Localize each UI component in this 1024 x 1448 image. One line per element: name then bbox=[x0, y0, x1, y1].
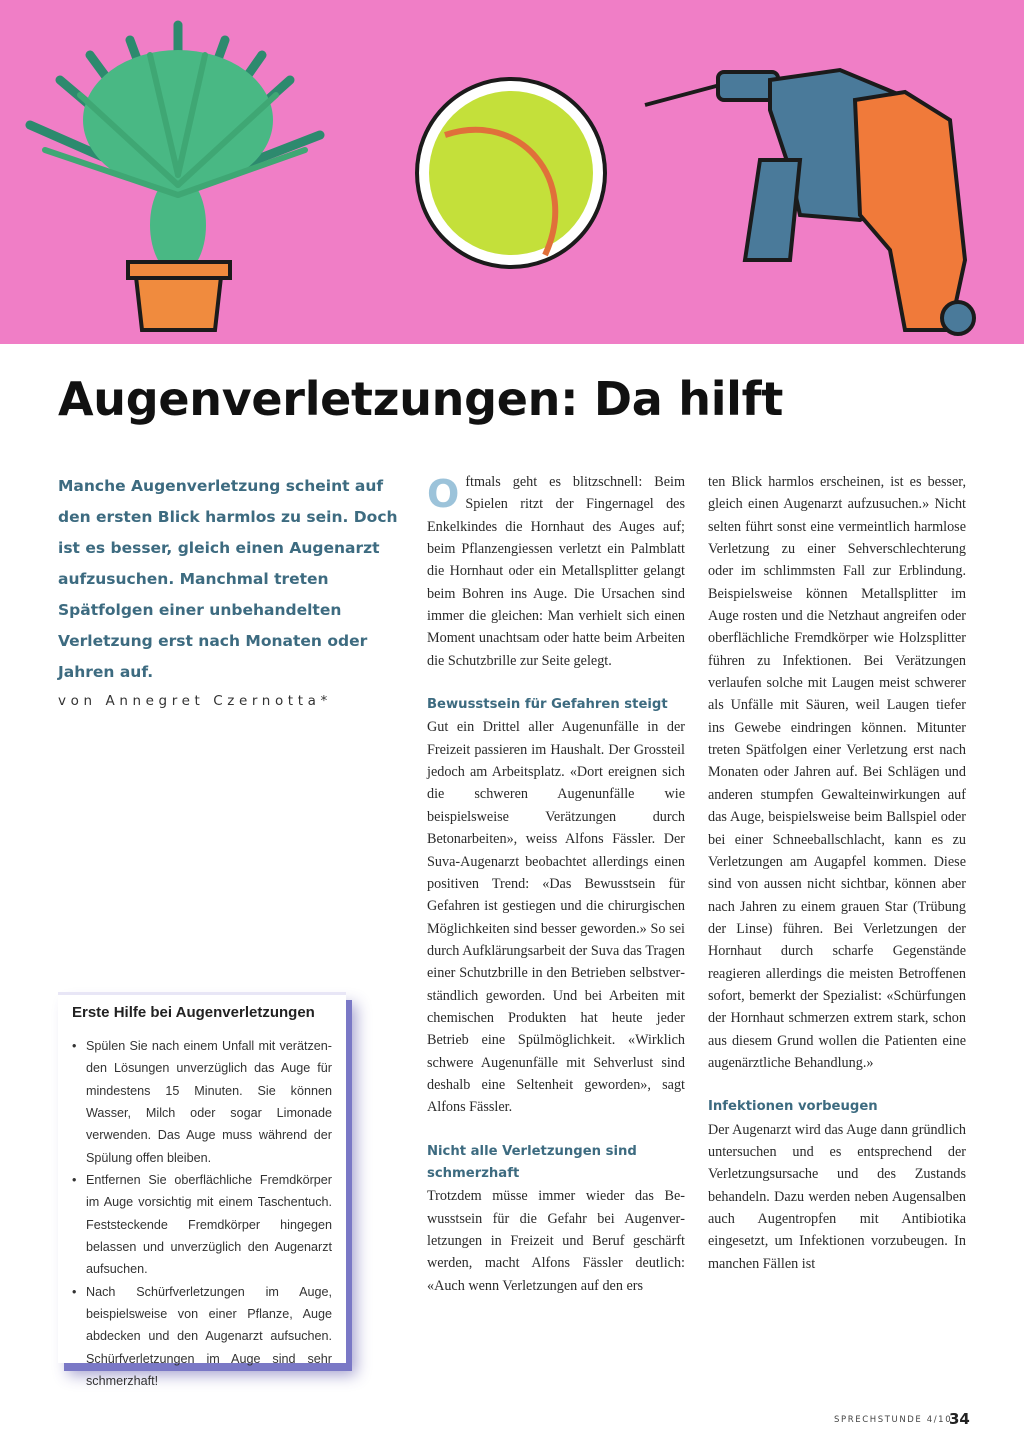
section-heading: Bewusstsein für Gefahren steigt bbox=[427, 697, 668, 713]
drill-icon bbox=[645, 70, 974, 334]
hero-illustration bbox=[0, 0, 1024, 344]
first-aid-item: • Nach Schürfverletzungen im Auge, beispielsweise von einer Pflanze, Auge abdecken und den Augenarzt aufsuchen. Schürfverletzungen im Auge sind sehr schmerzhaft! bbox=[72, 1281, 332, 1393]
section-heading: Infektionen vorbeugen bbox=[708, 1099, 878, 1115]
article-title: Augenverletzungen: Da hilft bbox=[58, 372, 784, 426]
drop-cap: O bbox=[427, 472, 460, 516]
article-column-2 bbox=[708, 471, 966, 1275]
article-column-1 bbox=[427, 471, 685, 1297]
plant-icon bbox=[30, 25, 320, 330]
first-aid-item: • Entfernen Sie oberflächliche Fremdkörper im Auge vorsichtig mit einem Taschentuch. Feststeckende Fremdkörper hingegen belassen und unverzüglich den Augenarzt aufsuchen. bbox=[72, 1169, 332, 1281]
article-paragraph: ten Blick harmlos erscheinen, ist es besser, gleich einen Augenarzt aufzusuchen.» Nicht selten führt sonst eine vermeintlich harmlose Verletzung zu einer Sehverschlechterung oder im schlimmsten Fall zur Erblindung. Beispielsweise können Metallsplitter im Auge rosten und die Netzhaut angreifen oder oberflächliche Fremdkörper wie Holzsplitter führen zu Infektionen. Bei Verätzungen verlaufen solche mit Laugen meist schwerer als Unfälle mit Säuren, weil Laugen tiefer ins Gewebe eindringen können. Mitunter treten Spätfolgen einer Verletzung erst nach Monaten oder Jahren auf. Bei Schlägen und anderen stumpfen Gewalteinwirkungen auf das Auge, beispielsweise beim Ballspiel oder bei einer Schneeballschlacht, kann es zu Verletzungen am Augapfel kommen. Diese sind von aussen nicht sichtbar, können aber nach Jahren zu einem grauen Star (Trübung der Linse) führen. Bei Verletzungen der Hornhaut durch scharfe Gegenstände reagieren allerdings die meisten Betroffenen sofort, bemerkt der Spezialist: «Schürfungen der Hornhaut schmerzen extrem stark, schon aus diesem Grund wollen die Patienten eine augenärztliche Behandlung.» bbox=[708, 474, 966, 1071]
hero-art bbox=[0, 0, 1024, 344]
article-paragraph: Der Augenarzt wird das Auge dann gründlich untersuchen und es entsprechend der Verletzungsursache und des Zustands behandeln. Dazu werden neben Augensalben auch Augentropfen mit Antibiotika eingesetzt, um Infektionen vorzubeugen. In manchen Fällen ist bbox=[708, 1121, 966, 1272]
article-paragraph: ftmals geht es blitzschnell: Beim Spielen ritzt der Fingernagel des Enkelkindes die Hornhaut des Auges auf; beim Pflanzengiessen verletzt ein Palmblatt die Hornhaut oder ein Metallsplitter gelangt beim Bohren ins Auge. Die Ursachen sind immer die gleichen: Man verhielt sich einen Moment unachtsam oder hatte beim Arbeiten die Schutzbrille zur Seite gelegt. bbox=[427, 474, 685, 669]
section-heading: Nicht alle Verletzungen sind schmerzhaft bbox=[427, 1143, 637, 1181]
first-aid-box-title: Erste Hilfe bei Augenverletzungen bbox=[72, 1004, 315, 1021]
tennis-ball-icon bbox=[417, 79, 605, 267]
page-number: 34 bbox=[949, 1410, 970, 1428]
article-lead: Manche Augenverletzung scheint auf den ersten Blick harmlos zu sein. Doch ist es besser, gleich einen Augenarzt aufzusuchen. Manchmal treten Spätfolgen einer unbehandelten Verletzung erst nach Monaten oder Jahren auf. bbox=[58, 477, 398, 681]
article-paragraph: Trotzdem müsse immer wieder das Bewusstsein für die Gefahr bei Augenverletzungen in Freizeit und Beruf geschärft werden, macht Alfons Fässler deutlich: «Auch wenn Verletzungen auf den ers bbox=[427, 1188, 685, 1294]
first-aid-list bbox=[72, 1035, 332, 1393]
author-byline: von Annegret Czernotta* bbox=[58, 693, 332, 709]
footer-publication: SPRECHSTUNDE 4/10 bbox=[834, 1415, 953, 1425]
first-aid-item: • Spülen Sie nach einem Unfall mit verätzenden Lösungen unverzüglich das Auge für mindestens 15 Minuten. Sie können Wasser, Milch oder sogar Limonade verwenden. Das Auge muss während der Spülung offen bleiben. bbox=[72, 1035, 332, 1169]
first-aid-box bbox=[58, 992, 346, 1389]
article-paragraph: Gut ein Drittel aller Augenunfälle in der Freizeit passieren im Haushalt. Der Grossteil jedoch am Arbeitsplatz. «Dort ereignen sich die schweren Augenunfälle wie beispielsweise Verätzungen durch Betonarbeiten», weiss Alfons Fässler. Der Suva-Augenarzt beobachtet allerdings einen positiven Trend: «Das Bewusstsein für Gefahren ist gestiegen und die chirurgischen Möglichkeiten sind besser geworden.» So sei durch Aufklärungsarbeit der Suva das Tragen einer Schutzbrille in den Betrieben selbstverständlich geworden. Und bei Arbeiten mit chemischen Produkten hat heute jeder Betrieb eine Spülmöglichkeit. «Wirklich schwere Augenunfälle mit Sehverlust sind deshalb eine Seltenheit geworden», sagt Alfons Fässler. bbox=[427, 719, 685, 1116]
